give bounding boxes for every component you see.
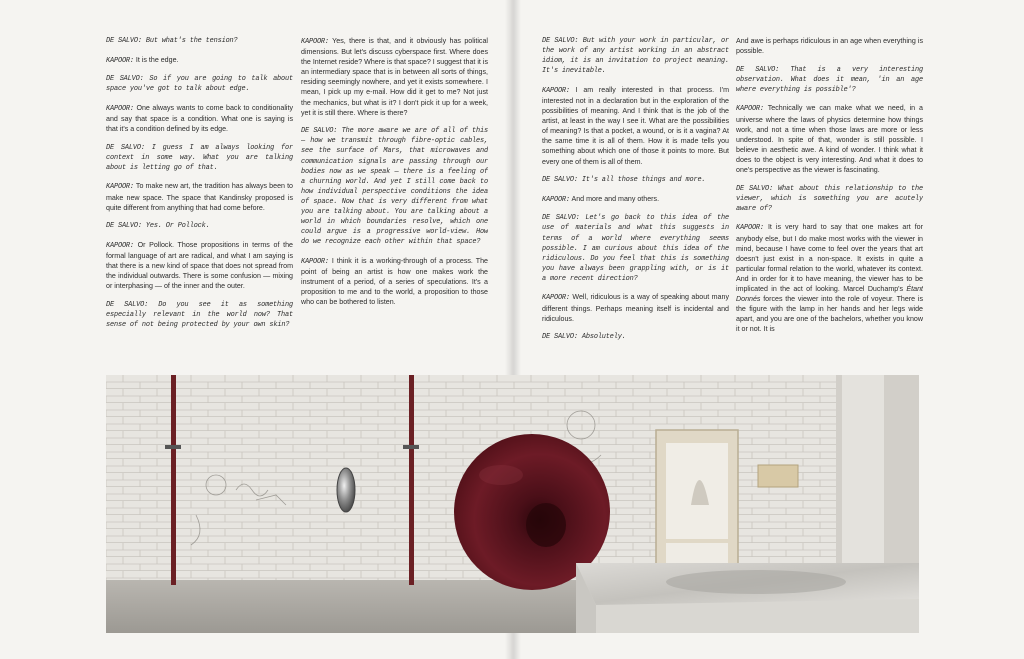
wall-pipe [409,375,414,585]
paragraph: KAPOOR: Or Pollock. Those propositions in terms of the formal language of art are radical, and what I am saying is that there is a new kind of space that does not spread from the individual outwards. There is some confusion — mixing or interphasing — of the inner and the outer. [106,240,293,291]
studio-photograph [106,375,919,633]
paragraph: DE SALVO: So if you are going to talk about space you've got to talk about edge. [106,75,293,94]
paragraph: DE SALVO: Let's go back to this idea of the use of materials and what this suggests in terms of a world where everything seems possible. I am curious about this idea of the ridiculous. Do you feel that this is something you have always been grappling with, or is it a more recent direction? [542,214,729,283]
paragraph: KAPOOR: It is the edge. [106,55,179,65]
paragraph: DE SALVO: Absolutely. [542,333,626,342]
paragraph: DE SALVO: Yes. Or Pollock. [106,222,210,231]
paragraph: KAPOOR: Well, ridiculous is a way of speaking about many different things. Perhaps meaning itself is incidental and ridiculous. [542,293,729,323]
paragraph: KAPOOR: Technically we can make what we need, in a universe where the laws of physics determine how things work, and not a time when those laws are more or less understood. In spite of that, wonder is still possible. I believe in aesthetic awe. A kind of wonder. I think what it does to the object is very interesting. And what it does to one's perspective as the viewer is fascinating. [736,104,923,175]
paragraph: DE SALVO: But what's the tension? [106,37,238,45]
paragraph: KAPOOR: Yes, there is that, and it obviously has political dimensions. But let's discuss cyberspace first. Where does the Internet reside? Where is that space? I suggest that it is an intermediary space that is in between all sorts of things, residing seemingly nowhere, and yet it exists somewhere. I mean, I pick up my e-mail. How did it get to me? Not just the mechanics, but what is it? I don't pick it up for a week, yet it is still there. Where is there? [301,37,488,117]
paragraph: KAPOOR: It is very hard to say that one makes art for anybody else, but I do make most works with the viewer in mind, because I have come to feel over the years that art doesn't just exist in a non-space. It exists in quite a particular formal relation to the world, whatever its context. And in order for it to have meaning, the viewer has to be implicated in the act of looking. Marcel Duchamp's Étant Donnés forces the viewer into the role of voyeur. There is the figure with the lamp in her hands and her legs wide apart, and you are one of the bachelors, whether you know it or not. It is [736,223,923,334]
paragraph: DE SALVO: What about this relationship to the viewer, which is something you are acutely aware of? [736,184,923,213]
text-column-4 [736,36,923,366]
paragraph: KAPOOR: One always wants to come back to conditionality and say that space is a condition. What one is saying is that it's a condition defined by its edge. [106,103,293,134]
paragraph: DE SALVO: It's all those things and more. [542,176,706,185]
text-column-1 [106,36,293,366]
paragraph: DE SALVO: But with your work in particular, or the work of any artist working in an abstract idiom, it is an invitation to project meaning. It's inevitable. [542,37,729,76]
mirror-sculpture [337,468,355,512]
paragraph: DE SALVO: That is a very interesting observation. What does it mean, 'in an age where everything is possible'? [736,65,923,94]
paragraph: KAPOOR: To make new art, the tradition has always been to make new space. The space that Kandinsky proposed is quite different from anything that had come before. [106,182,293,212]
paragraph: KAPOOR: I think it is a working-through of a process. The point of being an artist is how one makes work the instrument of a period, of a series of speculations. It's a proposition to me and to the world, a proposition to those who can be bothered to listen. [301,256,488,307]
paragraph: KAPOOR: And more and many others. [542,194,660,204]
text-column-3 [542,36,729,366]
paragraph: DE SALVO: I guess I am always looking for context in some way. What you are talking about is letting go of that. [106,143,293,172]
paragraph: And awe is perhaps ridiculous in an age when everything is possible. [736,37,923,56]
paragraph: DE SALVO: Do you see it as something especially relevant in the world now? That sense of not being protected by your own skin? [106,300,293,329]
wall-box [758,465,798,487]
text-column-2 [301,36,488,366]
wall-pipe [171,375,176,585]
paragraph: DE SALVO: The more aware we are of all of this — how we transmit through fibre-optic cables, see the surface of Mars, that microwaves and communication signals are passing through our bodies now as we speak — there is a feeling of a churning world. And yet I still come back to how individual perspective conditions the idea of space. Now that is very different from what you are talking about. You are talking about a world in which boundaries resolve, which one could argue is a progressive world-view. How do we recognize each other within that space? [301,127,488,247]
paragraph: KAPOOR: I am really interested in that process. I'm interested not in a declaration but in the exploration of the possibilities of meaning. And I think that is the job of the artist, at least in the way I see it. What are the possibilities of meaning? Is that a pocket, a wound, or is it a vagina? At the same time it is all of them. How it is made tells you something about which one of those it points to more. But every one of them is all of them. [542,85,729,166]
